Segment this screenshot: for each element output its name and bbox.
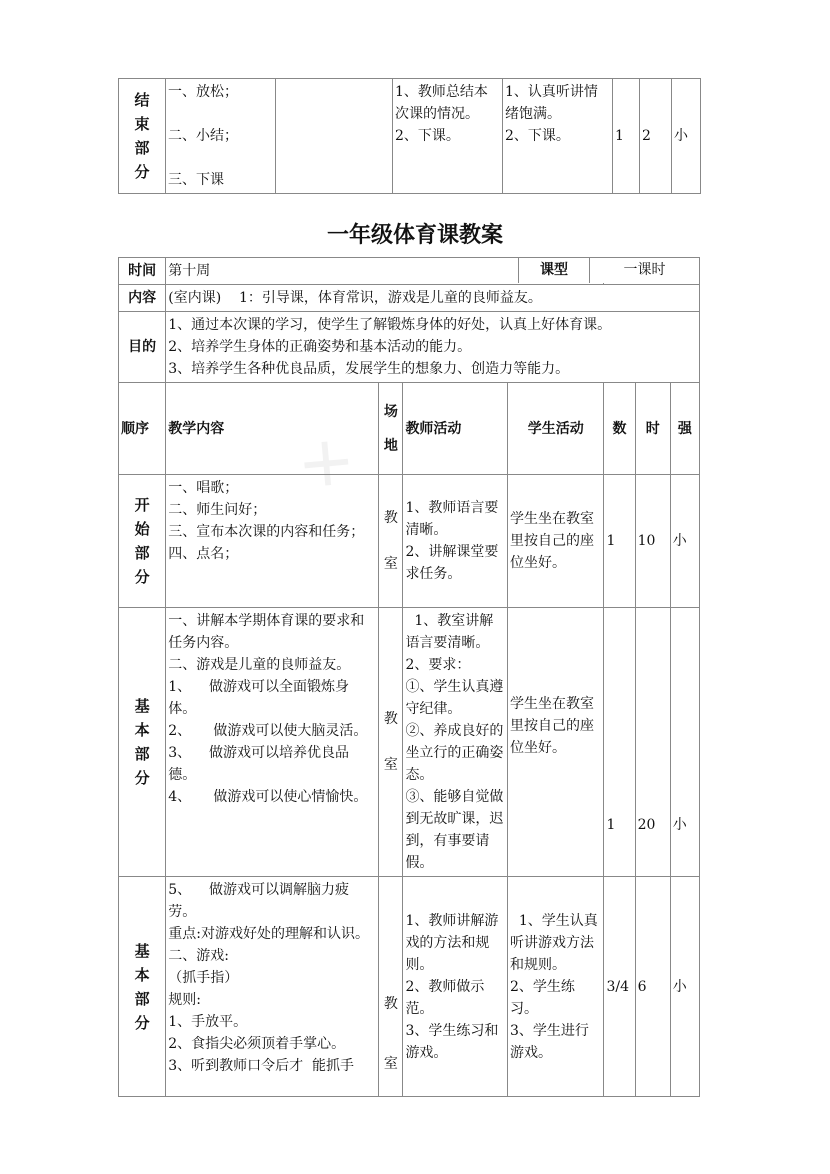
goal-item: 3、培养学生各种优良品质，发展学生的想象力、创造力等能力。 [168, 361, 570, 377]
content-value: (室内课) 1：引导课，体育常识，游戏是儿童的良师益友。 [166, 285, 700, 312]
goal-item: 2、培养学生身体的正确姿势和基本活动的能力。 [168, 339, 472, 355]
goal-list [166, 312, 700, 383]
goal-label: 目的 [119, 312, 166, 383]
col-venue: 场地 [379, 383, 403, 475]
row-time: 6 [635, 877, 670, 1097]
row-count: 3/4 [604, 877, 635, 1097]
row-venue: 教室 [379, 608, 403, 877]
content-label: 内容 [119, 285, 166, 312]
type-label: 课型 [518, 258, 590, 283]
page-title: 一年级体育课教案 [326, 223, 503, 248]
col-student: 学生活动 [507, 383, 603, 475]
row-section: 基本部分 [119, 608, 166, 877]
end-count: 1 [613, 79, 640, 194]
row-content: 一、讲解本学期体育课的要求和任务内容。 二、游戏是儿童的良师益友。 1、 做游戏可以全面锻炼身体。 2、 做游戏可以使大脑灵活。 3、 做游戏可以培养优良品德。 4、 做游戏可以使心情愉快。 [166, 608, 379, 877]
row-teacher: 1、教师语言要清晰。 2、讲解课堂要求任务。 [403, 475, 508, 608]
previous-lesson-table [118, 78, 701, 194]
time-label: 时间 [119, 258, 166, 285]
row-time: 20 [635, 608, 670, 877]
row-section: 开始部分 [119, 475, 166, 608]
time-value: 第十周 [166, 258, 604, 285]
type-value: 一课时 [623, 262, 666, 278]
goal-item: 1、通过本次课的学习，使学生了解锻炼身体的好处，认真上好体育课。 [168, 317, 612, 333]
row-venue: 教室 [379, 877, 403, 1097]
lesson-type [518, 258, 699, 283]
row-count: 1 [604, 475, 635, 608]
row-teacher: 1、教室讲解语言要清晰。 2、要求： ①、学生认真遵守纪律。 ②、养成良好的坐立行的正确姿态。 ③、能够自觉做到无故旷课，迟到，有事要请假。 [403, 608, 508, 877]
end-teacher-activity: 1、教师总结本次课的情况。 2、下课。 [393, 79, 503, 194]
end-venue [276, 79, 393, 194]
lesson-plan-table [118, 257, 700, 1097]
col-order: 顺序 [119, 383, 166, 475]
row-section: 基本部分 [119, 877, 166, 1097]
table-row [119, 608, 700, 877]
row-content: 一、唱歌； 二、师生问好； 三、宣布本次课的内容和任务； 四、点名； [166, 475, 379, 608]
row-student: 学生坐在教室里按自己的座位坐好。 [507, 608, 603, 877]
row-teacher: 1、教师讲解游戏的方法和规则。 2、教师做示范。 3、学生练习和游戏。 [403, 877, 508, 1097]
col-content: 教学内容 [166, 383, 379, 475]
end-student-activity: 1、认真听讲情绪饱满。 2、下课。 [503, 79, 613, 194]
row-count: 1 [604, 608, 635, 877]
row-student: 学生坐在教室里按自己的座位坐好。 [507, 475, 603, 608]
watermark: ✕ [283, 422, 367, 508]
col-intensity: 强 [670, 383, 699, 475]
row-student: 1、学生认真听讲游戏方法和规则。 2、学生练习。 3、学生进行游戏。 [507, 877, 603, 1097]
row-time: 10 [635, 475, 670, 608]
col-time: 时 [635, 383, 670, 475]
row-content: 5、 做游戏可以调解脑力疲劳。 重点:对游戏好处的理解和认识。 二、游戏: （抓手指） 规则: 1、手放平。 2、食指尖必须顶着手掌心。 3、听到教师口令后才 能抓手 [166, 877, 379, 1097]
col-count: 数 [604, 383, 635, 475]
row-intensity: 小 [670, 475, 699, 608]
end-intensity: 小 [672, 79, 701, 194]
end-time: 2 [640, 79, 672, 194]
table-row [119, 475, 700, 608]
row-intensity: 小 [670, 877, 699, 1097]
table-row [119, 877, 700, 1097]
row-venue: 教室 [379, 475, 403, 608]
section-end-label: 结束部分 [119, 79, 166, 194]
end-content: 一、放松； 二、小结； 三、下课 [166, 79, 276, 194]
col-teacher: 教师活动 [403, 383, 508, 475]
row-intensity: 小 [670, 608, 699, 877]
